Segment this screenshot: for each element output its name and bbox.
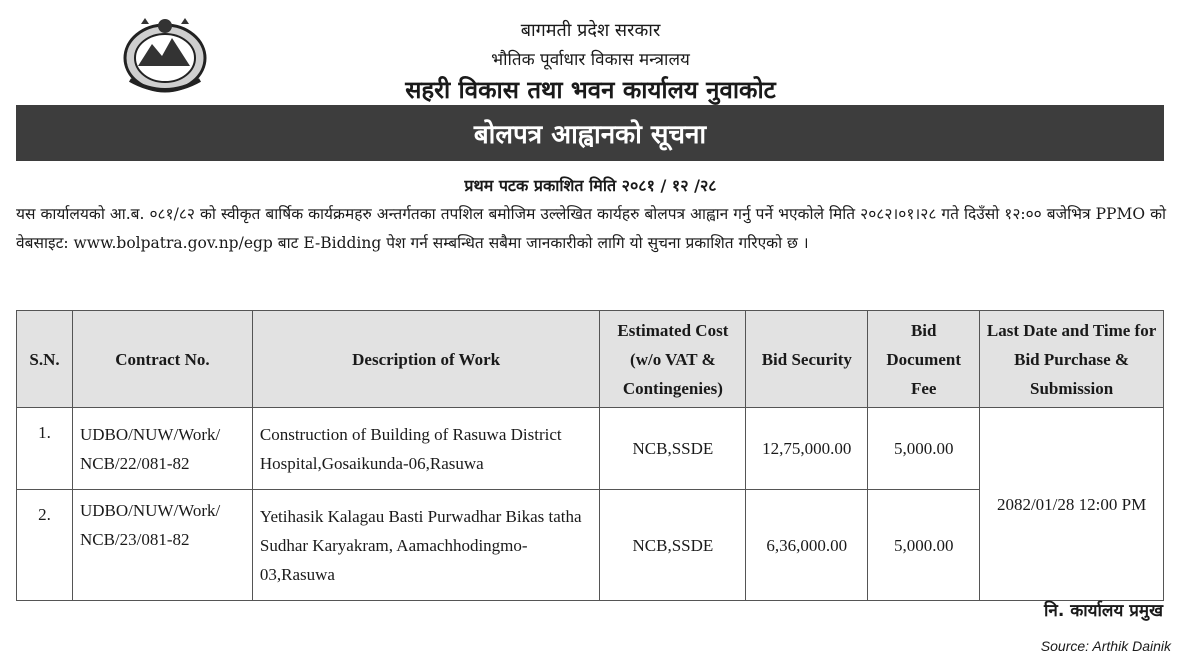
publication-date: प्रथम पटक प्रकाशित मिति २०८१ / १२ /२८ [464, 176, 717, 195]
notice-title-banner [16, 105, 1164, 161]
deadline-cell: 2082/01/28 12:00 PM [980, 408, 1164, 601]
row-estimated-cost: NCB,SSDE [600, 408, 746, 490]
row-contract-no: UDBO/NUW/Work/ NCB/22/081-82 [72, 408, 252, 490]
bid-table [16, 310, 1164, 601]
header-sn: S.N. [17, 311, 73, 408]
row-description: Construction of Building of Rasuwa District Hospital,Gosaikunda-06,Rasuwa [252, 408, 600, 490]
header-bid-document-fee: Bid Document Fee [868, 311, 980, 408]
row-bid-security: 6,36,000.00 [746, 490, 868, 601]
row-estimated-cost: NCB,SSDE [600, 490, 746, 601]
row-sn: 2. [17, 490, 73, 601]
notice-title: बोलपत्र आह्वानको सूचना [473, 120, 707, 150]
office-title: सहरी विकास तथा भवन कार्यालय नुवाकोट [405, 76, 776, 104]
row-bid-document-fee: 5,000.00 [868, 408, 980, 490]
row-sn: 1. [17, 408, 73, 490]
header-contract-no: Contract No. [72, 311, 252, 408]
row-description: Yetihasik Kalagau Basti Purwadhar Bikas tatha Sudhar Karyakram, Aamachhodingmo-03,Rasuwa [252, 490, 600, 601]
ministry-title: भौतिक पूर्वाधार विकास मन्त्रालय [491, 50, 690, 70]
header-bid-security: Bid Security [746, 311, 868, 408]
row-bid-security: 12,75,000.00 [746, 408, 868, 490]
table-header-row [17, 311, 1164, 408]
table-row [17, 408, 1164, 490]
office-chief-signature: नि. कार्यालय प्रमुख [1044, 601, 1163, 621]
province-government-title: बागमती प्रदेश सरकार [520, 20, 661, 41]
source-credit: Source: Arthik Dainik [1040, 638, 1171, 654]
notice-body: यस कार्यालयको आ.ब. ०८१/८२ को स्वीकृत बार्षिक कार्यक्रमहरु अन्तर्गतका तपशिल बमोजिम उल्लेखित कार्यहरु बोलपत्र आह्वान गर्नु पर्ने भएकोले मिति २०८२।०१।२८ गते दिउँसो १२:०० बजेभित्र PPMO को वेबसाइट: www.bolpatra.gov.np/egp बाट E-Bidding पेश गर्न सम्बन्धित सबैमा जानकारीको लागि यो सुचना प्रकाशित गरिएको छ । [16, 205, 1166, 252]
header-last-date: Last Date and Time for Bid Purchase & Submission [980, 311, 1164, 408]
header-estimated-cost: Estimated Cost (w/o VAT & Contingenies) [600, 311, 746, 408]
row-contract-no: UDBO/NUW/Work/ NCB/23/081-82 [72, 490, 252, 601]
row-bid-document-fee: 5,000.00 [868, 490, 980, 601]
header-description: Description of Work [252, 311, 600, 408]
